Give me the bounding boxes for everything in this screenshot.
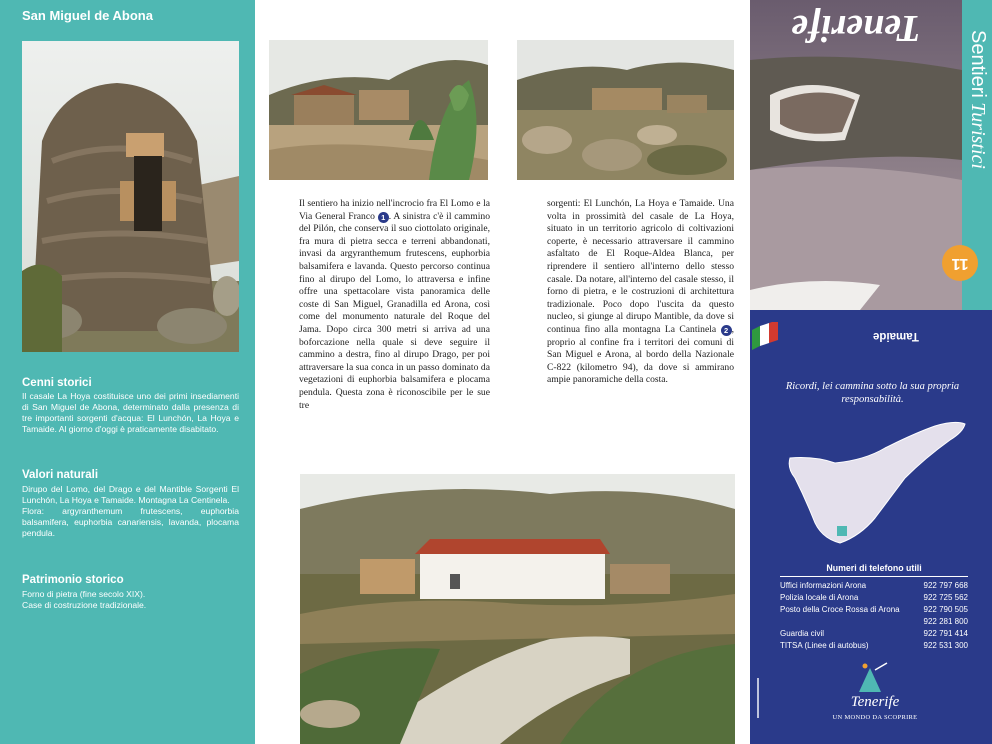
section-heading-history: Cenni storici [22,377,92,389]
brand-tagline: UN MONDO DA SCOPRIRE [832,714,918,721]
route-text-part-4: , proprio al confine fra i territori dei comuni di San Miguel e Arona, al bordo della Nazionale C-822 (kilometro 94), da dove si ammirano ampie panoramiche della costa. [547,323,734,386]
route-marker-2: 2 [721,325,732,336]
route-marker-1: 1 [378,212,389,223]
cover-title: Tenerife [791,7,921,49]
village-rocks-image [517,40,734,180]
route-location-marker [837,526,847,536]
route-text-part-3: sorgenti: El Lunchón, La Hoya e Tamaide. Una volta in prossimità del casale de La Hoya, situato in un territorio agricolo di coltivazioni coperte, è necessario attraversare il cammino asfaltato de El Roque-Aldea Blanca, per riprendere il sentiero all'interno dello stesso casale. Da notare, all'interno del casale stesso, il forno di pietra, e le costruzioni di architettura tradizionale. Poco dopo l'uscita da questo nucleo, si giunge al dirupo Mantible, da dove si continua fino alla montagna La Cantinela [547,198,734,335]
italy-flag-icon [750,322,780,350]
phone-number: 922 791 414 [923,629,968,638]
phone-label: Uffici informazioni Arona [780,581,867,590]
series-title: Sentieri [967,30,989,98]
section-heading-heritage: Patrimonio storico [22,574,124,586]
vertical-logo-mark [757,678,769,718]
section-body-heritage: Forno di pietra (fine secolo XIX). Case di costruzione tradizionale. [22,589,147,611]
route-number-badge: 11 [942,245,978,281]
phone-label: Posto della Croce Rossa di Arona [780,605,900,614]
island-map-image [785,418,970,548]
phone-number: 922 531 300 [923,641,968,650]
series-title-wrap [962,30,992,210]
ruins-cactus-image [269,40,488,180]
section-body-history: Il casale La Hoya costituisce uno dei primi insediamenti di San Miguel de Abona, determinato dalla presenza di tre importanti sorgenti d'acqua: El Lunchón, La Hoya e Tamaide. Al giorno d'oggi è praticamente disabitato. [22,391,239,435]
route-text-part-2: . A sinistra c'è il cammino del Pilón, che conserva il suo ciottolato originale, fra mura di pietra secca e terreni abbandonati, invasi da argyranthemum frutescens, euphorbia balsamifera e lavanda. Questo percorso continua fino al dirupo del Lomo, lo attraversa e infine offre una spettacolare vista panoramica delle coste di San Miguel, Granadilla ed Arona, così come del monumento naturale del Roque del Jama. Dopo circa 300 metri si arriva ad una boforcazione nella quale si deve seguire il cammino a destra, fino al dirupo Drago, per poi attraversare la sua conca in un passo dominato da vegetazioni di euphorbia balsamifera e plocama pendula. Questa zona è riconoscibile per le sue tre [299,210,490,411]
phones-heading: Numeri di telefono utili [780,563,968,577]
section-body-nature: Dirupo del Lomo, del Drago e del Mantible Sorgenti El Lunchón, La Hoya e Tamaide. Montagna La Centinela. Flora: argyranthemum frutescens, euphorbia balsamifera, euphorbia canariensis, lavanda, plocama pendula. [22,484,239,539]
stone-hut-image [22,41,239,352]
phone-label: Guardia civil [780,629,825,638]
phone-number: 922 281 800 [923,617,968,626]
stone-hut-photo [22,41,239,352]
series-title-block [962,30,992,169]
phone-label: TITSA (Linee di autobus) [780,641,869,650]
tenerife-map [785,418,970,548]
phone-number: 922 725 562 [923,593,968,602]
landscape-photo-1 [269,40,488,180]
route-name: Tamaide [873,330,919,342]
panel-title: San Miguel de Abona [22,8,153,23]
phone-number: 922 797 668 [923,581,968,590]
route-description-column-1 [299,198,490,412]
phone-number: 922 790 505 [923,605,968,614]
section-heading-nature: Valori naturali [22,469,99,481]
farmhouse-image [300,474,735,744]
farmhouse-photo [300,474,735,744]
landscape-photo-2 [517,40,734,180]
phone-label: Polizia locale di Arona [780,593,859,602]
brand-logo-text: Tenerife [850,694,900,710]
route-description-column-2 [547,198,734,387]
route-text-part-1: Il sentiero ha inizio nell'incrocio fra El Lomo e la Via General Franco [299,198,490,222]
safety-notice: Ricordi, lei cammina sotto la sua propria responsabilità. [785,381,960,405]
series-subtitle: Turistici [967,102,989,169]
